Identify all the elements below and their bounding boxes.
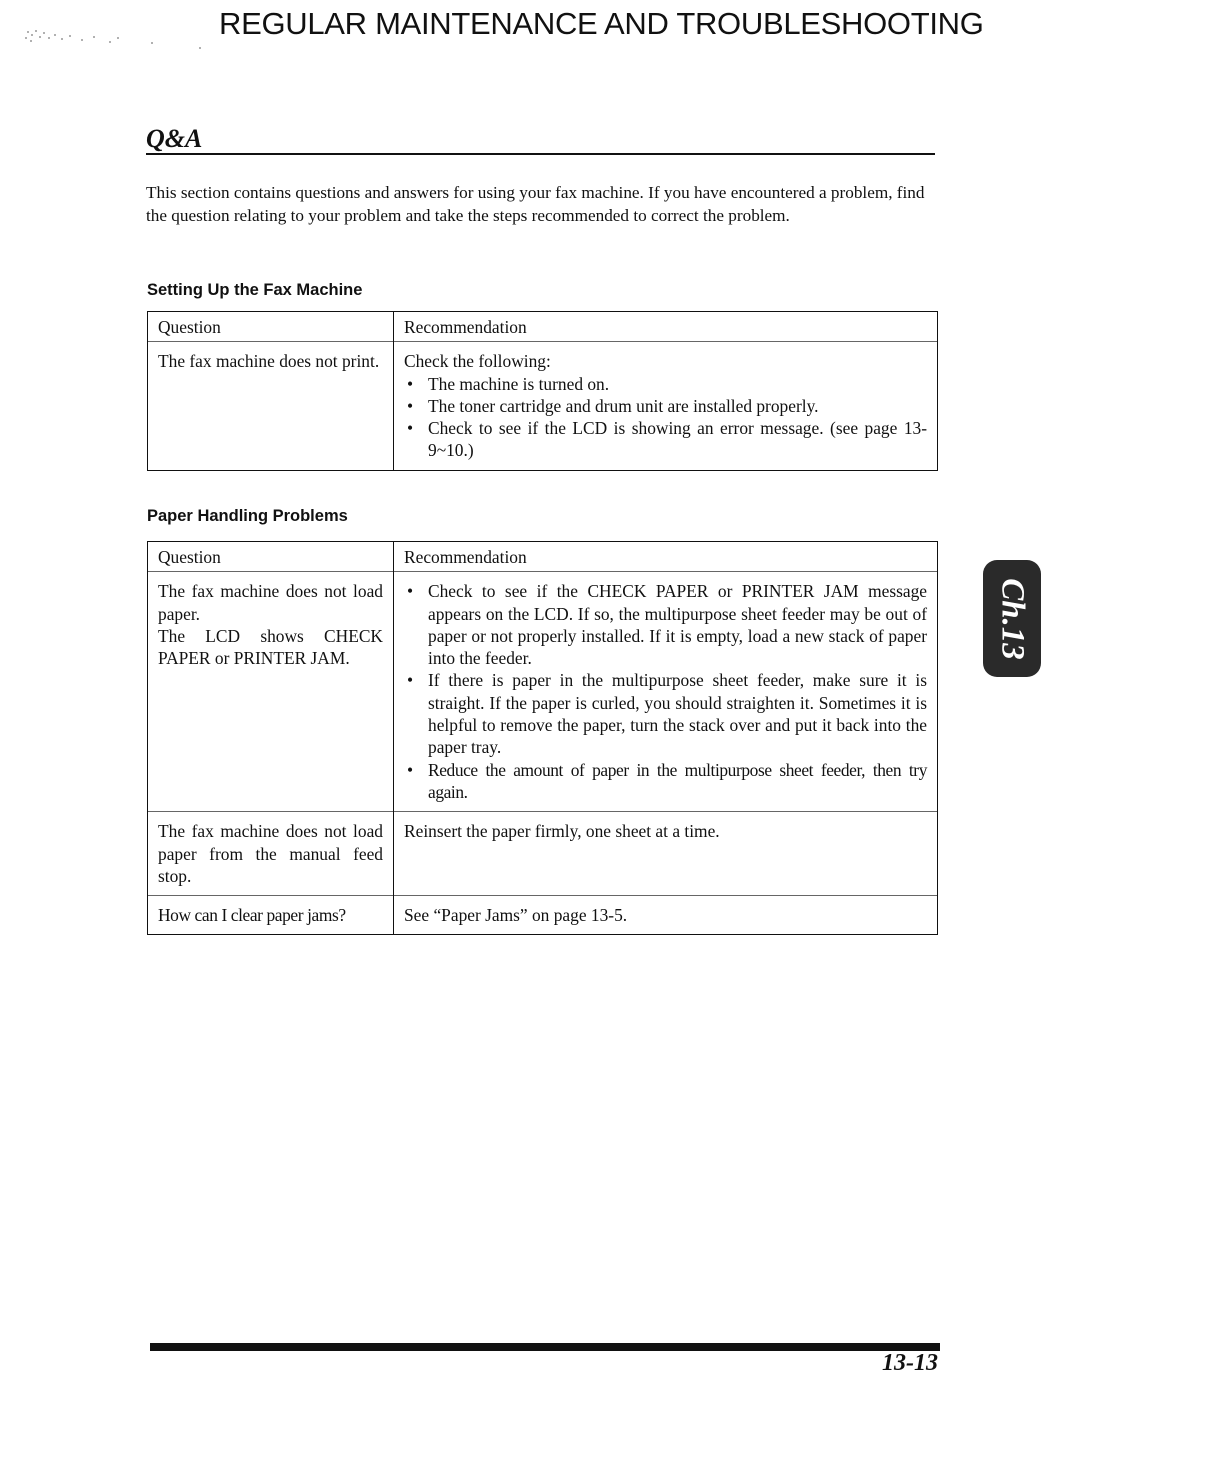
table-row (148, 896, 938, 935)
question-text-lcd: The LCD shows CHECK PAPER or PRINTER JAM. (158, 625, 383, 669)
chapter-tab (983, 560, 1041, 677)
bullet-icon: • (407, 373, 414, 394)
recommendation-list (404, 580, 927, 803)
page-number: 13-13 (882, 1350, 938, 1376)
recommendation-text: See “Paper Jams” on page 13-5. (404, 905, 628, 926)
list-item: • Reduce the amount of paper in the multipurpose sheet feeder, then try again. (407, 759, 927, 802)
intro-paragraph: This section contains questions and answers for using your fax machine. If you have encountered a problem, find the question relating to your problem and take the steps recommended to correct the problem. (146, 183, 925, 225)
footer-rule (150, 1343, 940, 1351)
question-text: How can I clear paper jams? (158, 905, 346, 926)
table-row (148, 342, 938, 470)
scan-artifact (22, 26, 202, 56)
recommendation-cell (394, 342, 938, 470)
question-cell (148, 896, 394, 935)
chapter-tab-label: Ch.13 (994, 577, 1031, 660)
list-item: • If there is paper in the multipurpose sheet feeder, make sure it is straight. If the paper is curled, you should straighten it. Sometimes it is helpful to remove the paper, turn the stack over and put it back into the paper tray. (407, 670, 927, 758)
list-item: • Check to see if the LCD is showing an error message. (see page 13-9~10.) (407, 418, 927, 461)
table-row (148, 812, 938, 896)
bullet-icon: • (407, 395, 414, 416)
question-cell (148, 812, 394, 896)
page-header-title: REGULAR MAINTENANCE AND TROUBLESHOOTING (219, 6, 984, 41)
recommendation-lead: Check the following: (404, 351, 551, 372)
list-item: • Check to see if the CHECK PAPER or PRINTER JAM message appears on the LCD. If so, the multipurpose sheet feeder may be out of paper or not properly installed. If it is empty, load a new stack of paper into the feeder. (407, 581, 927, 669)
section-heading-setup: Setting Up the Fax Machine (147, 281, 363, 299)
question-text: The fax machine does not print. (158, 351, 380, 372)
recommendation-cell (394, 896, 938, 935)
question-text: The fax machine does not load paper. (158, 581, 383, 624)
recommendation-list (404, 373, 927, 462)
list-item: • The machine is turned on. (407, 373, 610, 394)
table-row (148, 572, 938, 812)
column-header-question: Question (148, 542, 394, 572)
qa-title-rule (146, 153, 935, 155)
setup-qa-table (147, 311, 938, 471)
table-header-row (148, 312, 938, 342)
bullet-icon: • (407, 670, 414, 691)
question-cell (148, 572, 394, 812)
column-header-question: Question (148, 312, 394, 342)
bullet-icon: • (407, 418, 414, 439)
recommendation-cell (394, 572, 938, 812)
recommendation-cell (394, 812, 938, 896)
question-cell (148, 342, 394, 470)
recommendation-text: Reinsert the paper firmly, one sheet at a time. (404, 821, 720, 842)
bullet-icon: • (407, 759, 414, 780)
column-header-recommendation: Recommendation (394, 312, 938, 342)
question-text: The fax machine does not load paper from the manual feed stop. (158, 821, 383, 886)
bullet-icon: • (407, 581, 414, 602)
section-heading-paper: Paper Handling Problems (147, 507, 348, 525)
column-header-recommendation: Recommendation (394, 542, 938, 572)
list-item: • The toner cartridge and drum unit are installed properly. (407, 395, 819, 416)
paper-qa-table (147, 541, 938, 935)
qa-title: Q&A (146, 124, 203, 153)
table-header-row (148, 542, 938, 572)
